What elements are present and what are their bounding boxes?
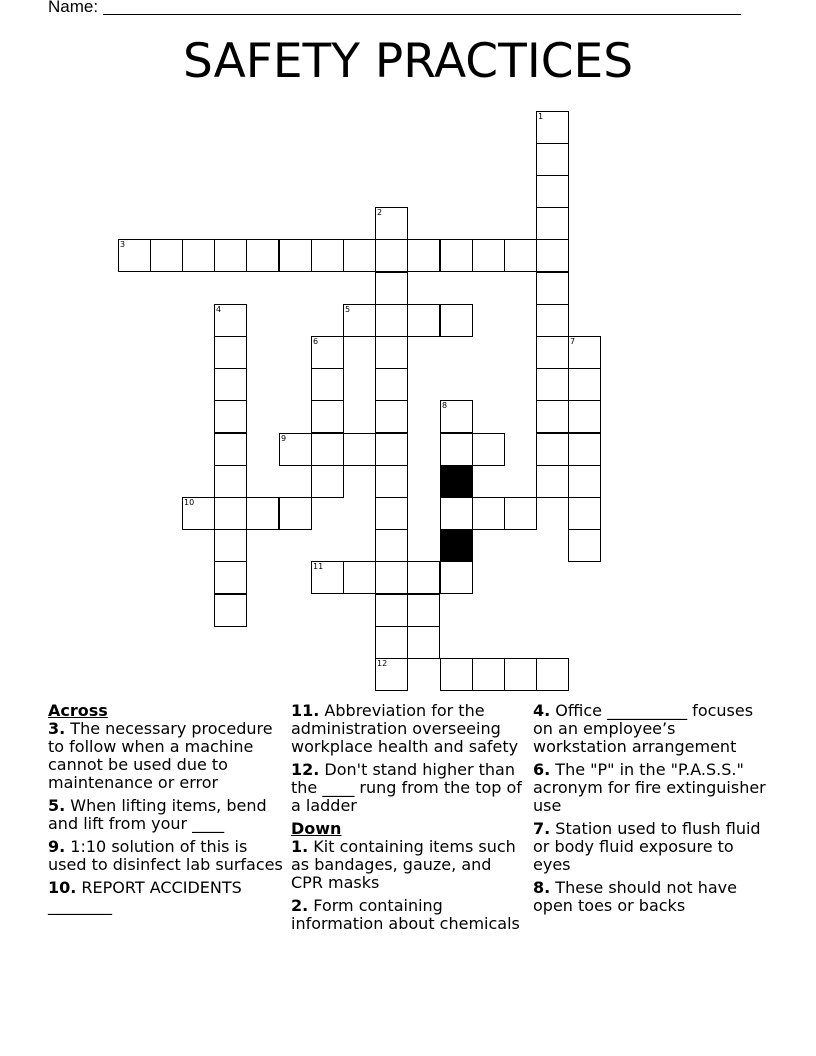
grid-cell[interactable] bbox=[536, 239, 569, 272]
grid-cell[interactable] bbox=[311, 368, 344, 401]
grid-cell[interactable] bbox=[279, 433, 312, 466]
grid-cell[interactable] bbox=[536, 658, 569, 691]
clue-number: 5 bbox=[345, 305, 351, 314]
clue-number-label: 1. bbox=[291, 837, 309, 856]
clue-text: The necessary procedure to follow when a machine cannot be used due to maintenance or error bbox=[48, 719, 273, 792]
down-heading: Down bbox=[291, 819, 342, 838]
grid-cell[interactable] bbox=[568, 368, 601, 401]
clue-item bbox=[533, 820, 773, 874]
grid-cell[interactable] bbox=[472, 433, 505, 466]
clue-text: Abbreviation for the administration overseeing workplace health and safety bbox=[291, 701, 519, 756]
grid-cell[interactable] bbox=[375, 561, 408, 594]
clue-item bbox=[533, 702, 773, 756]
grid-cell[interactable] bbox=[343, 304, 376, 337]
grid-cell[interactable] bbox=[214, 368, 247, 401]
grid-cell[interactable] bbox=[311, 465, 344, 498]
grid-cell[interactable] bbox=[568, 465, 601, 498]
clue-text: Kit containing items such as bandages, gauze, and CPR masks bbox=[291, 837, 516, 892]
grid-cell[interactable] bbox=[311, 239, 344, 272]
grid-cell[interactable] bbox=[182, 239, 215, 272]
clue-item bbox=[48, 838, 283, 874]
clue-number: 11 bbox=[313, 562, 324, 571]
clue-text: Office __________ focuses on an employee’s workstation arrangement bbox=[533, 701, 754, 756]
clue-number-label: 7. bbox=[533, 819, 551, 838]
grid-cell[interactable] bbox=[343, 239, 376, 272]
grid-cell[interactable] bbox=[311, 561, 344, 594]
clue-item bbox=[48, 797, 283, 833]
clue-text: Station used to flush fluid or body fluid exposure to eyes bbox=[533, 819, 761, 874]
grid-cell[interactable] bbox=[214, 594, 247, 627]
grid-cell[interactable] bbox=[375, 368, 408, 401]
clue-number: 10 bbox=[184, 498, 195, 507]
clue-number: 9 bbox=[281, 434, 287, 443]
clue-number-label: 3. bbox=[48, 719, 66, 738]
clue-text: 1:10 solution of this is used to disinfect lab surfaces bbox=[48, 837, 283, 874]
clue-number: 12 bbox=[377, 659, 388, 668]
grid-cell[interactable] bbox=[375, 433, 408, 466]
grid-cell[interactable] bbox=[407, 304, 440, 337]
clue-number: 7 bbox=[570, 337, 576, 346]
name-label: Name: bbox=[48, 0, 99, 16]
grid-cell[interactable] bbox=[118, 239, 151, 272]
grid-cell[interactable] bbox=[214, 336, 247, 369]
grid-cell[interactable] bbox=[214, 465, 247, 498]
clue-number-label: 10. bbox=[48, 878, 77, 897]
grid-cell[interactable] bbox=[472, 497, 505, 530]
grid-cell[interactable] bbox=[343, 433, 376, 466]
grid-cell[interactable] bbox=[214, 304, 247, 337]
grid-cell[interactable] bbox=[407, 239, 440, 272]
grid-cell[interactable] bbox=[375, 336, 408, 369]
grid-cell[interactable] bbox=[375, 497, 408, 530]
grid-cell[interactable] bbox=[214, 239, 247, 272]
clue-item bbox=[291, 897, 527, 933]
clue-number-label: 9. bbox=[48, 837, 66, 856]
grid-cell[interactable] bbox=[279, 239, 312, 272]
grid-cell[interactable] bbox=[536, 207, 569, 240]
clue-number-label: 12. bbox=[291, 760, 320, 779]
grid-cell[interactable] bbox=[472, 239, 505, 272]
grid-cell[interactable] bbox=[536, 433, 569, 466]
grid-cell[interactable] bbox=[407, 594, 440, 627]
grid-cell[interactable] bbox=[440, 561, 473, 594]
page-title: SAFETY PRACTICES bbox=[182, 34, 634, 89]
grid-cell[interactable] bbox=[214, 497, 247, 530]
clue-number-label: 5. bbox=[48, 796, 66, 815]
clue-number-label: 4. bbox=[533, 701, 551, 720]
grid-cell[interactable] bbox=[440, 400, 473, 433]
grid-cell[interactable] bbox=[536, 111, 569, 144]
grid-cell[interactable] bbox=[440, 433, 473, 466]
grid-cell[interactable] bbox=[472, 658, 505, 691]
grid-cell[interactable] bbox=[504, 497, 537, 530]
clue-number: 1 bbox=[538, 112, 544, 121]
grid-cell[interactable] bbox=[343, 561, 376, 594]
grid-cell[interactable] bbox=[375, 658, 408, 691]
grid-cell[interactable] bbox=[311, 433, 344, 466]
clue-item bbox=[533, 761, 773, 815]
clue-text: When lifting items, bend and lift from your ____ bbox=[48, 796, 267, 833]
clue-number: 2 bbox=[377, 208, 383, 217]
clue-text: Form containing information about chemicals bbox=[291, 896, 520, 933]
grid-cell[interactable] bbox=[504, 658, 537, 691]
grid-block bbox=[440, 465, 473, 498]
clue-number: 3 bbox=[120, 240, 126, 249]
grid-cell[interactable] bbox=[375, 400, 408, 433]
grid-cell[interactable] bbox=[375, 304, 408, 337]
clue-item bbox=[291, 838, 527, 892]
grid-cell[interactable] bbox=[375, 529, 408, 562]
clues-column-3 bbox=[533, 702, 773, 920]
clue-item bbox=[291, 702, 527, 756]
clue-number-label: 2. bbox=[291, 896, 309, 915]
grid-cell[interactable] bbox=[182, 497, 215, 530]
across-heading: Across bbox=[48, 701, 108, 720]
grid-cell[interactable] bbox=[568, 497, 601, 530]
clue-number-label: 11. bbox=[291, 701, 320, 720]
clue-item bbox=[291, 761, 527, 815]
grid-cell[interactable] bbox=[568, 433, 601, 466]
grid-cell[interactable] bbox=[536, 175, 569, 208]
grid-cell[interactable] bbox=[214, 433, 247, 466]
grid-cell[interactable] bbox=[536, 304, 569, 337]
clue-text: Don't stand higher than the ____ rung from the top of a ladder bbox=[291, 760, 522, 815]
grid-cell[interactable] bbox=[568, 529, 601, 562]
grid-cell[interactable] bbox=[214, 400, 247, 433]
clue-text: These should not have open toes or backs bbox=[533, 878, 737, 915]
clue-number: 8 bbox=[442, 401, 448, 410]
grid-cell[interactable] bbox=[440, 239, 473, 272]
clue-item bbox=[533, 879, 773, 915]
grid-cell[interactable] bbox=[536, 465, 569, 498]
clue-number-label: 6. bbox=[533, 760, 551, 779]
grid-cell[interactable] bbox=[150, 239, 183, 272]
grid-cell[interactable] bbox=[536, 368, 569, 401]
grid-cell[interactable] bbox=[214, 561, 247, 594]
grid-cell[interactable] bbox=[407, 626, 440, 659]
grid-cell[interactable] bbox=[407, 561, 440, 594]
grid-cell[interactable] bbox=[504, 239, 537, 272]
clue-number-label: 8. bbox=[533, 878, 551, 897]
grid-cell[interactable] bbox=[375, 594, 408, 627]
grid-cell[interactable] bbox=[440, 497, 473, 530]
grid-cell[interactable] bbox=[214, 529, 247, 562]
grid-cell[interactable] bbox=[536, 400, 569, 433]
grid-cell[interactable] bbox=[311, 336, 344, 369]
grid-cell[interactable] bbox=[375, 272, 408, 305]
grid-cell[interactable] bbox=[440, 658, 473, 691]
clue-number: 4 bbox=[216, 305, 222, 314]
grid-cell[interactable] bbox=[279, 497, 312, 530]
grid-cell[interactable] bbox=[375, 239, 408, 272]
clue-item bbox=[48, 720, 283, 792]
grid-cell[interactable] bbox=[568, 336, 601, 369]
grid-cell[interactable] bbox=[375, 626, 408, 659]
grid-cell[interactable] bbox=[536, 336, 569, 369]
grid-block bbox=[440, 529, 473, 562]
grid-cell[interactable] bbox=[375, 465, 408, 498]
clue-text: REPORT ACCIDENTS ________ bbox=[48, 878, 242, 915]
grid-cell[interactable] bbox=[246, 239, 279, 272]
clues-column-2 bbox=[291, 702, 527, 938]
grid-cell[interactable] bbox=[536, 272, 569, 305]
clue-text: The "P" in the "P.A.S.S." acronym for fire extinguisher use bbox=[533, 760, 766, 815]
grid-cell[interactable] bbox=[246, 497, 279, 530]
grid-cell[interactable] bbox=[311, 400, 344, 433]
grid-cell[interactable] bbox=[440, 304, 473, 337]
clue-item bbox=[48, 879, 283, 915]
clues-column-1 bbox=[48, 702, 283, 920]
grid-cell[interactable] bbox=[568, 400, 601, 433]
grid-cell[interactable] bbox=[375, 207, 408, 240]
clue-number: 6 bbox=[313, 337, 319, 346]
grid-cell[interactable] bbox=[536, 143, 569, 176]
